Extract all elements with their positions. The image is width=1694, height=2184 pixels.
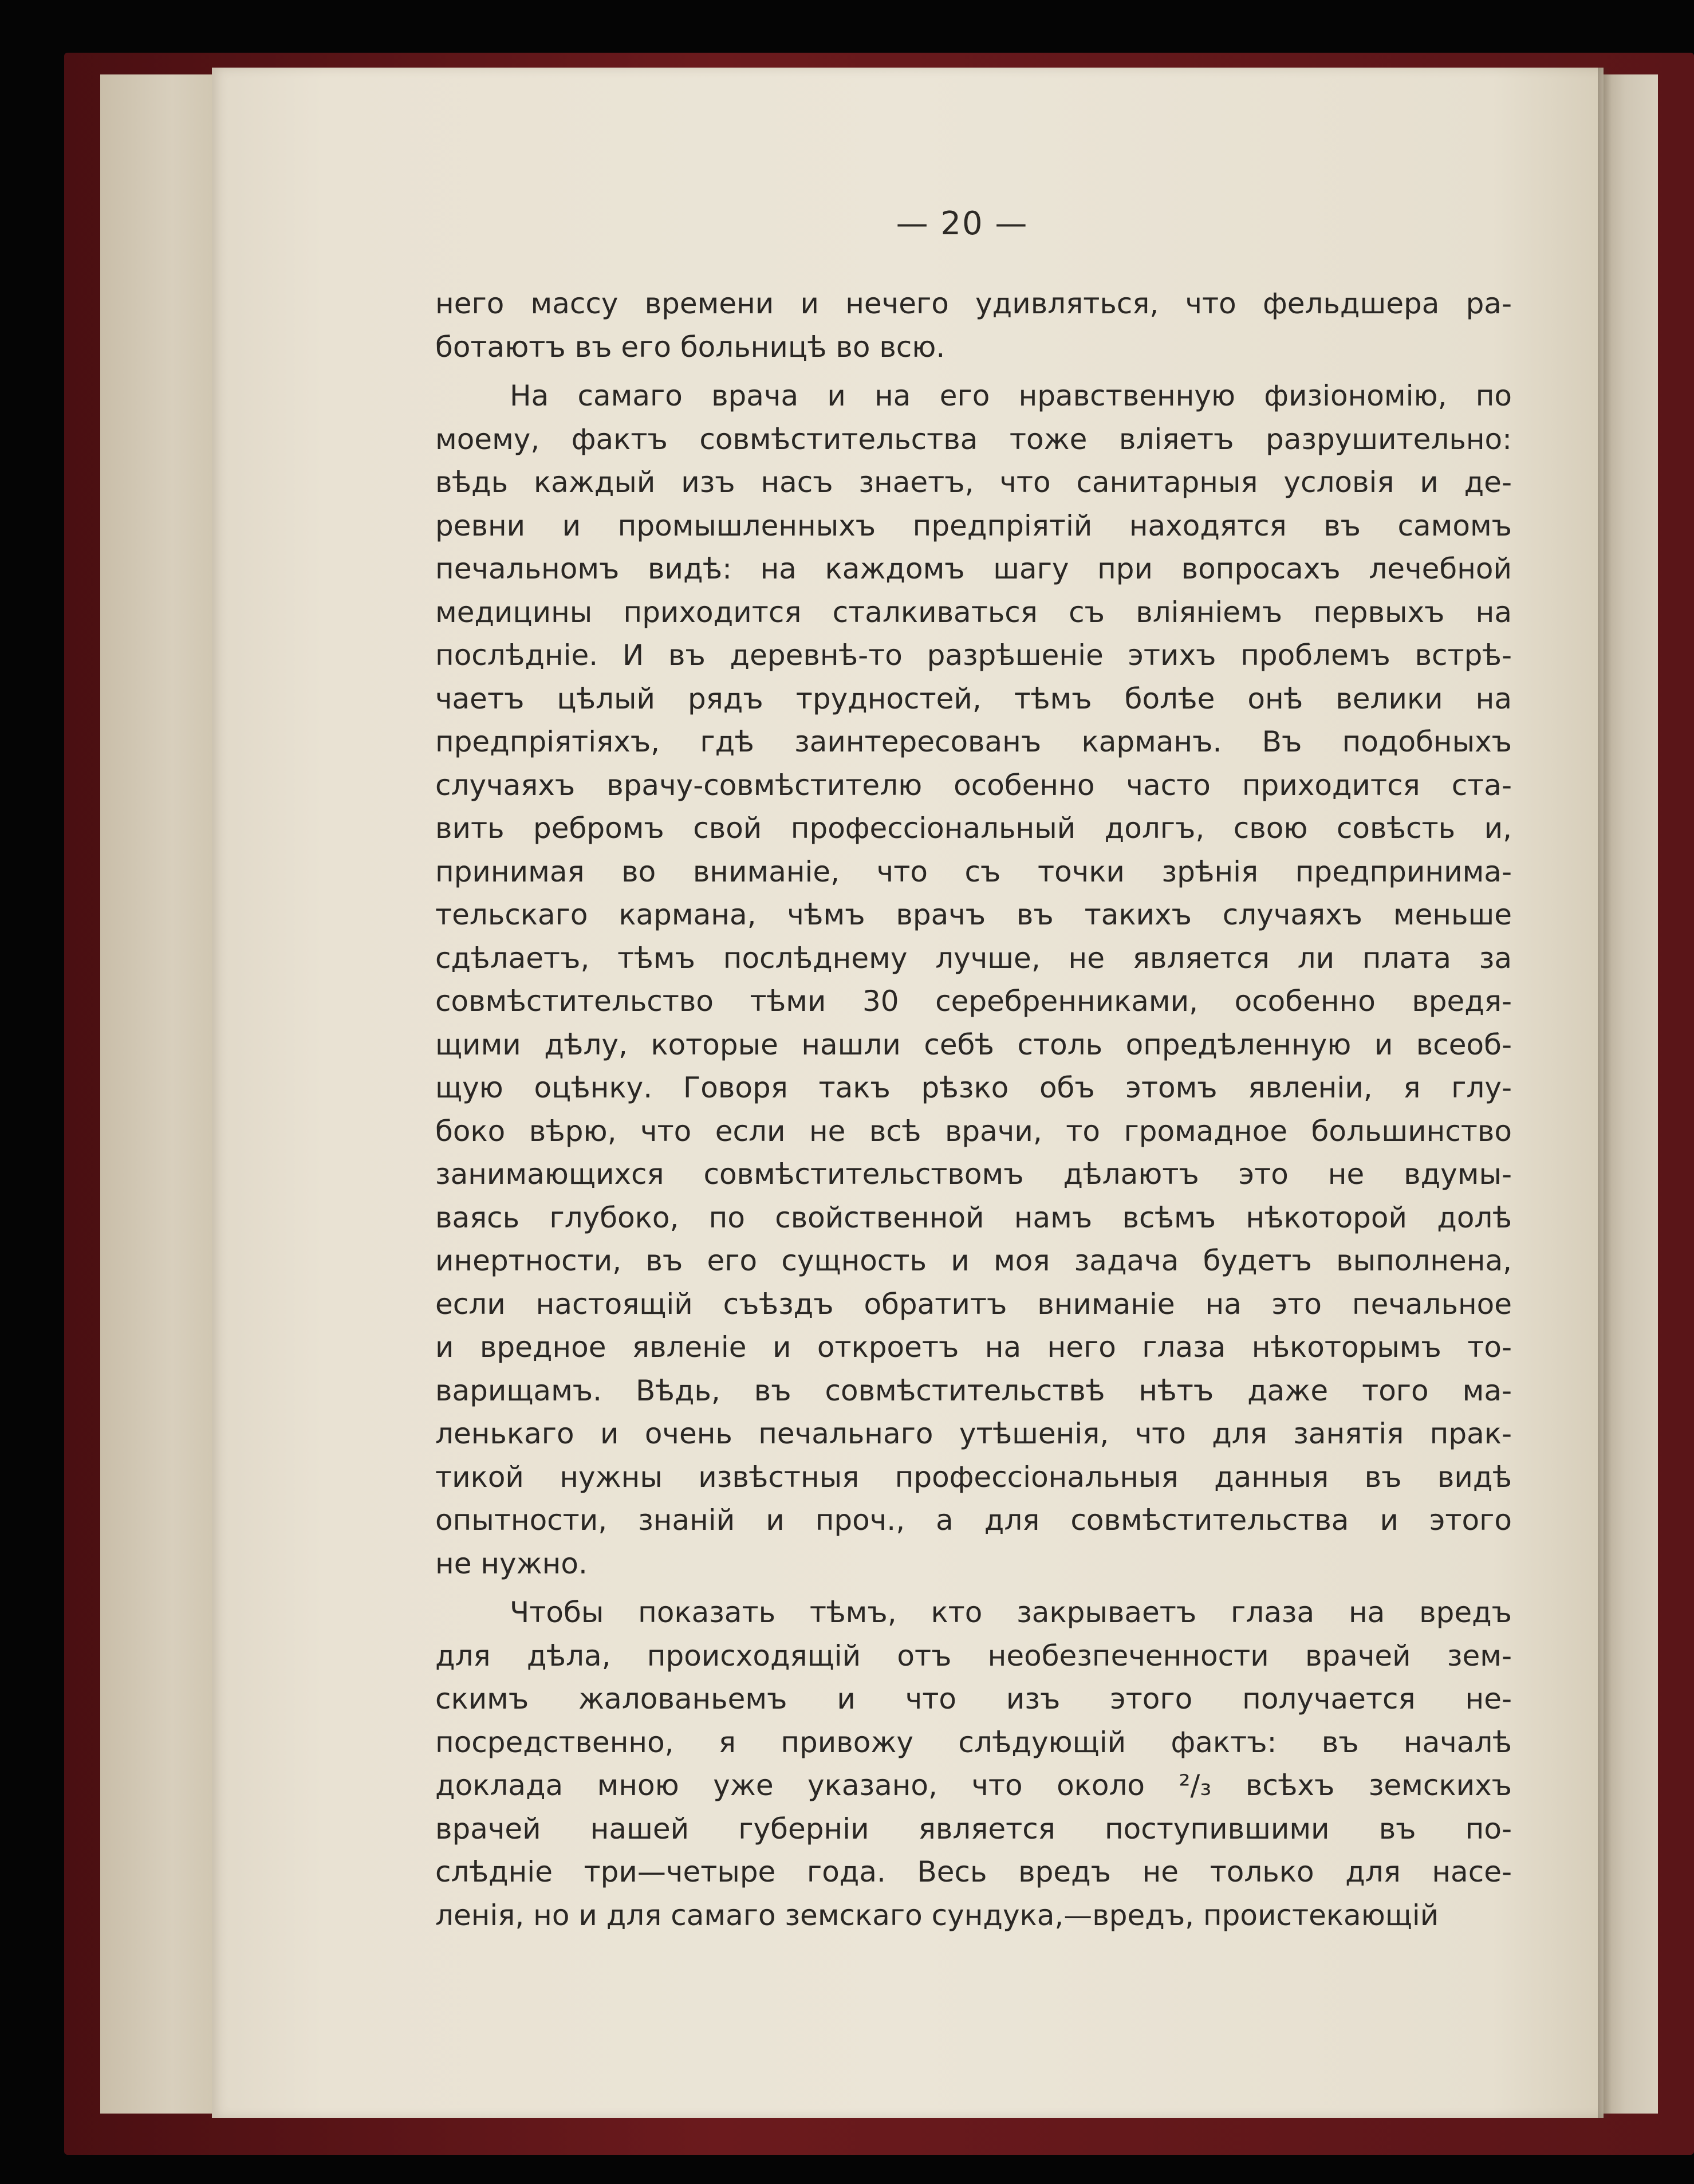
paragraph-gap bbox=[435, 1585, 1512, 1591]
text-line: Чтобы показать тѣмъ, кто закрываетъ глаза на вредъ bbox=[510, 1596, 1512, 1629]
text-line: ваясь глубоко, по свойственной намъ всѣмъ нѣкоторой долѣ bbox=[435, 1201, 1512, 1234]
text-line: медицины приходится сталкиваться съ вліяніемъ первыхъ на bbox=[435, 595, 1512, 629]
text-line: посредственно, я привожу слѣдующій фактъ: въ началѣ bbox=[435, 1725, 1512, 1759]
body-text bbox=[435, 282, 1512, 1937]
text-line: ленькаго и очень печальнаго утѣшенія, что для занятія прак- bbox=[435, 1417, 1512, 1450]
text-line: варищамъ. Вѣдь, въ совмѣстительствѣ нѣтъ даже того ма- bbox=[435, 1374, 1512, 1407]
text-line: предпріятіяхъ, гдѣ заинтересованъ карманъ. Въ подобныхъ bbox=[435, 725, 1512, 758]
text-line: вѣдь каждый изъ насъ знаетъ, что санитарныя условія и де- bbox=[435, 466, 1512, 499]
text-line: щими дѣлу, которые нашли себѣ столь опредѣленную и всеоб- bbox=[435, 1028, 1512, 1061]
text-line: печальномъ видѣ: на каждомъ шагу при вопросахъ лечебной bbox=[435, 552, 1512, 585]
text-line: ботаютъ въ его больницѣ во всю. bbox=[435, 330, 946, 364]
text-line: На самаго врача и на его нравственную физіономію, по bbox=[510, 379, 1512, 412]
text-line: слѣдніе три—четыре года. Весь вредъ не только для насе- bbox=[435, 1855, 1512, 1888]
text-line: щую оцѣнку. Говоря такъ рѣзко объ этомъ явленіи, я глу- bbox=[435, 1071, 1512, 1104]
text-line: не нужно. bbox=[435, 1546, 588, 1580]
text-line: послѣдніе. И въ деревнѣ-то разрѣшеніе этихъ проблемъ встрѣ- bbox=[435, 639, 1512, 672]
text-line: врачей нашей губерніи является поступившими въ по- bbox=[435, 1812, 1512, 1845]
text-line: совмѣстительство тѣми 30 серебренниками, особенно вредя- bbox=[435, 985, 1512, 1018]
paragraph-gap bbox=[435, 369, 1512, 375]
text-line: тельскаго кармана, чѣмъ врачъ въ такихъ случаяхъ меньше bbox=[435, 898, 1512, 931]
text-line: ленія, но и для самаго земскаго сундука,—вредъ, проистекающій bbox=[435, 1898, 1439, 1932]
text-line: скимъ жалованьемъ и что изъ этого получается не- bbox=[435, 1682, 1512, 1715]
text-line: тикой нужны извѣстныя профессіональныя данныя въ видѣ bbox=[435, 1460, 1512, 1494]
text-line: доклада мною уже указано, что около ²/₃ всѣхъ земскихъ bbox=[435, 1769, 1512, 1802]
spine-shadow bbox=[1598, 68, 1612, 2118]
text-line: чаетъ цѣлый рядъ трудностей, тѣмъ болѣе онѣ велики на bbox=[435, 682, 1512, 715]
text-line: моему, фактъ совмѣстительства тоже вліяетъ разрушительно: bbox=[435, 422, 1512, 456]
page-edges-left bbox=[100, 74, 222, 2114]
text-line: опытности, знаній и проч., а для совмѣстительства и этого bbox=[435, 1504, 1512, 1537]
page-number: — 20 — bbox=[896, 205, 1029, 242]
text-line: боко вѣрю, что если не всѣ врачи, то громадное большинство bbox=[435, 1114, 1512, 1148]
text-line: случаяхъ врачу-совмѣстителю особенно часто приходится ста- bbox=[435, 768, 1512, 802]
text-line: принимая во вниманіе, что съ точки зрѣнія предпринима- bbox=[435, 855, 1512, 888]
text-line: инертности, въ его сущность и моя задача будетъ выполнена, bbox=[435, 1244, 1512, 1277]
text-line: для дѣла, происходящій отъ необезпеченности врачей зем- bbox=[435, 1639, 1512, 1673]
text-line: если настоящій съѣздъ обратитъ вниманіе на это печальное bbox=[435, 1287, 1512, 1321]
text-line: вить ребромъ свой профессіональный долгъ, свою совѣсть и, bbox=[435, 812, 1512, 845]
text-line: сдѣлаетъ, тѣмъ послѣднему лучше, не является ли плата за bbox=[435, 941, 1512, 975]
text-line: него массу времени и нечего удивляться, что фельдшера ра- bbox=[435, 287, 1512, 320]
text-line: занимающихся совмѣстительствомъ дѣлаютъ это не вдумы- bbox=[435, 1158, 1512, 1191]
page-edges-right bbox=[1604, 74, 1658, 2114]
text-line: ревни и промышленныхъ предпріятій находятся въ самомъ bbox=[435, 509, 1512, 542]
text-line: и вредное явленіе и откроетъ на него глаза нѣкоторымъ то- bbox=[435, 1331, 1512, 1364]
